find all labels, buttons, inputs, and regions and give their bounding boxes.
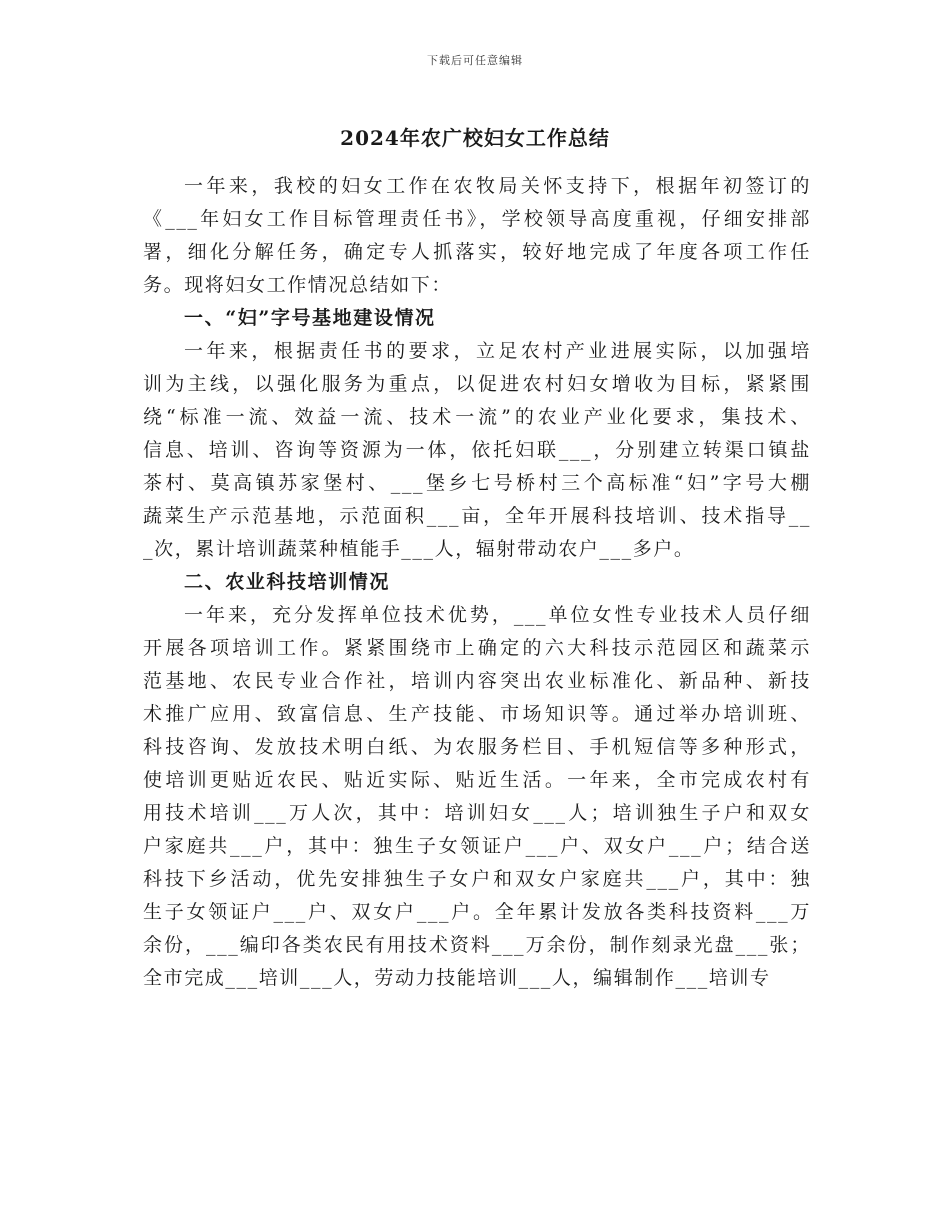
- paragraph-line: 署，细化分解任务，确定专人抓落实，较好地完成了年度各项工作任: [143, 241, 811, 263]
- paragraph-line: 科技下乡活动，优先安排独生子女户和双女户家庭共___户，其中：独: [143, 868, 811, 890]
- paragraph-line: 开展各项培训工作。紧紧围绕市上确定的六大科技示范园区和蔬菜示: [143, 637, 811, 659]
- paragraph-line: 范基地、农民专业合作社，培训内容突出农业标准化、新品种、新技: [143, 670, 811, 692]
- paragraph-line: 信息、培训、咨询等资源为一体，依托妇联___，分别建立转渠口镇盐: [143, 439, 811, 461]
- paragraph-line: 一年来，充分发挥单位技术优势，___单位女性专业技术人员仔细: [184, 604, 811, 626]
- document-body: [143, 170, 811, 995]
- paragraph-line: 蔬菜生产示范基地，示范面积___亩，全年开展科技培训、技术指导__: [143, 505, 811, 527]
- paragraph-line: _次，累计培训蔬菜种植能手___人，辐射带动农户___多户。: [143, 538, 695, 560]
- paragraph-line: 全市完成___培训___人，劳动力技能培训___人，编辑制作___培训专: [143, 967, 771, 989]
- paragraph-line: 生子女领证户___户、双女户___户。全年累计发放各类科技资料___万: [143, 901, 811, 923]
- paragraph-line: 绕“标准一流、效益一流、技术一流”的农业产业化要求，集技术、: [143, 406, 811, 428]
- section-heading: 一、“妇”字号基地建设情况: [184, 307, 436, 329]
- paragraph-line: 术推广应用、致富信息、生产技能、市场知识等。通过举办培训班、: [143, 703, 811, 725]
- paragraph-line: 科技咨询、发放技术明白纸、为农服务栏目、手机短信等多种形式，: [143, 736, 811, 758]
- paragraph-line: 训为主线，以强化服务为重点，以促进农村妇女增收为目标，紧紧围: [143, 373, 811, 395]
- paragraph-line: 余份，___编印各类农民有用技术资料___万余份，制作刻录光盘___张；: [143, 934, 811, 956]
- section-heading: 二、农业科技培训情况: [184, 571, 391, 593]
- paragraph-line: 《___年妇女工作目标管理责任书》，学校领导高度重视，仔细安排部: [143, 208, 811, 230]
- paragraph-line: 务。现将妇女工作情况总结如下：: [143, 274, 453, 296]
- paragraph-line: 户家庭共___户，其中：独生子女领证户___户、双女户___户；结合送: [143, 835, 811, 857]
- paragraph-line: 使培训更贴近农民、贴近实际、贴近生活。一年来，全市完成农村有: [143, 769, 811, 791]
- document-title: 2024年农广校妇女工作总结: [340, 126, 610, 150]
- paragraph-line: 茶村、莫高镇苏家堡村、___堡乡七号桥村三个高标准“妇”字号大棚: [143, 472, 811, 494]
- paragraph-line: 一年来，我校的妇女工作在农牧局关怀支持下，根据年初签订的: [184, 175, 811, 197]
- paragraph-line: 一年来，根据责任书的要求，立足农村产业进展实际，以加强培: [184, 340, 811, 362]
- page-header-note: 下载后可任意编辑: [427, 54, 523, 67]
- paragraph-line: 用技术培训___万人次，其中：培训妇女___人；培训独生子户和双女: [143, 802, 811, 824]
